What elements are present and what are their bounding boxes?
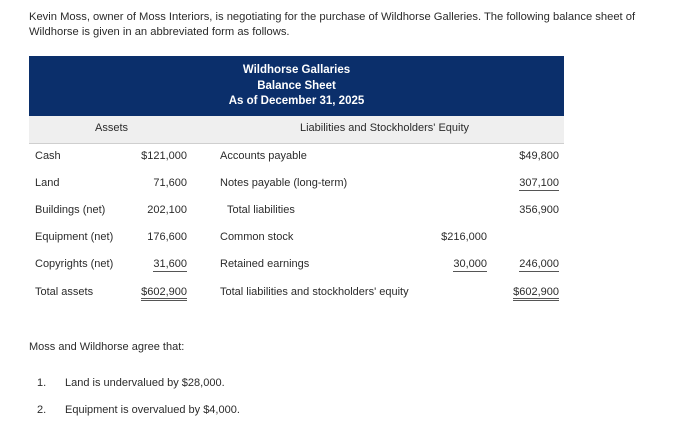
list-item-number: 2. bbox=[37, 404, 47, 416]
total-liabilities-equity-label: Total liabilities and stockholders' equity bbox=[220, 286, 409, 298]
problem-intro: Kevin Moss, owner of Moss Interiors, is negotiating for the purchase of Wildhorse Galleries. The following balance sheet of Wildhorse is given in an abbreviated form as follows. bbox=[29, 11, 636, 38]
liability-label: Accounts payable bbox=[220, 150, 307, 162]
equity-subvalue: $216,000 bbox=[441, 231, 487, 243]
list-item: Equipment is overvalued by $4,000. bbox=[65, 404, 240, 416]
liabilities-column-header: Liabilities and Stockholders' Equity bbox=[300, 122, 470, 134]
agreement-heading: Moss and Wildhorse agree that: bbox=[29, 341, 185, 353]
statement-date: As of December 31, 2025 bbox=[228, 95, 365, 107]
asset-value: 31,600 bbox=[153, 258, 187, 270]
total-assets-label: Total assets bbox=[35, 286, 94, 298]
total-liabilities-label: Total liabilities bbox=[227, 204, 295, 216]
asset-label: Copyrights (net) bbox=[35, 258, 114, 270]
asset-label: Land bbox=[35, 177, 60, 189]
company-name: Wildhorse Gallaries bbox=[242, 64, 351, 76]
list-item: Land is undervalued by $28,000. bbox=[65, 377, 225, 389]
column-headers bbox=[29, 116, 564, 144]
liability-label: Notes payable (long-term) bbox=[220, 177, 348, 189]
asset-label: Cash bbox=[35, 150, 61, 162]
equity-subvalue: 30,000 bbox=[453, 258, 487, 270]
total-liabilities-value: 356,900 bbox=[519, 204, 559, 216]
balance-sheet-header bbox=[29, 56, 564, 116]
equity-label: Common stock bbox=[220, 231, 294, 243]
asset-value: 71,600 bbox=[153, 177, 187, 189]
total-assets-value: $602,900 bbox=[120, 286, 187, 298]
asset-label: Equipment (net) bbox=[35, 231, 114, 243]
total-liabilities-equity-value: $602,900 bbox=[500, 286, 559, 298]
liability-value: 307,100 bbox=[519, 177, 559, 189]
asset-label: Buildings (net) bbox=[35, 204, 106, 216]
assets-column-header: Assets bbox=[95, 122, 129, 134]
list-item-number: 1. bbox=[37, 377, 47, 389]
total-equity-value: 246,000 bbox=[519, 258, 559, 270]
liability-value: $49,800 bbox=[519, 150, 559, 162]
equity-label: Retained earnings bbox=[220, 258, 310, 270]
asset-value: 202,100 bbox=[147, 204, 187, 216]
statement-title: Balance Sheet bbox=[257, 79, 336, 92]
asset-value: $121,000 bbox=[141, 150, 187, 162]
asset-value: 176,600 bbox=[147, 231, 187, 243]
